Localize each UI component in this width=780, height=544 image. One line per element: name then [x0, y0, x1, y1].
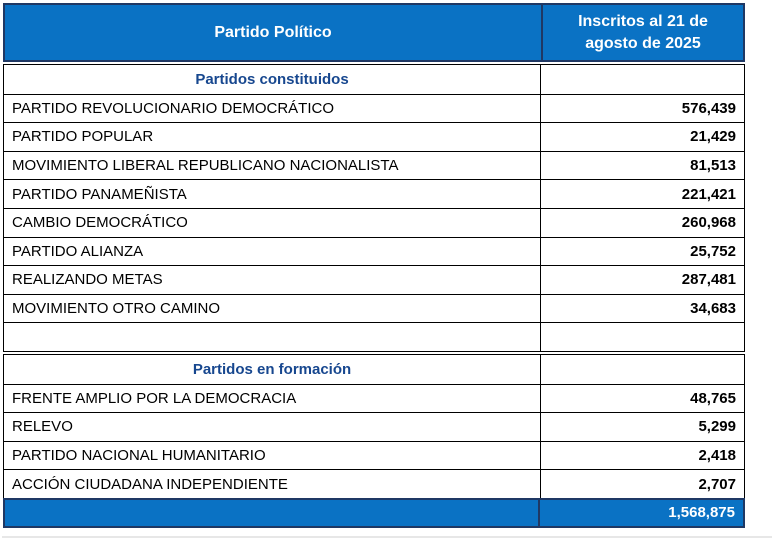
party-row	[4, 94, 744, 123]
party-name-cell: PARTIDO ALIANZA	[12, 242, 144, 260]
party-row	[4, 294, 744, 323]
party-name-cell: RELEVO	[12, 418, 73, 436]
section-title: Partidos constituidos	[195, 70, 349, 88]
party-value-cell: 81,513	[540, 152, 744, 180]
party-row	[4, 441, 744, 470]
header-col-partido	[5, 5, 541, 60]
bottom-divider-line	[2, 536, 772, 538]
party-name-cell: MOVIMIENTO OTRO CAMINO	[12, 300, 221, 318]
party-name-cell: REALIZANDO METAS	[12, 271, 163, 289]
party-name-cell: PARTIDO PANAMEÑISTA	[12, 185, 187, 203]
party-row	[4, 151, 744, 180]
party-value-cell: 576,439	[540, 95, 744, 123]
spacer-cell	[4, 323, 540, 351]
header-col-partido-label: Partido Político	[214, 23, 332, 41]
section-row	[4, 65, 744, 94]
party-name-cell: PARTIDO REVOLUCIONARIO DEMOCRÁTICO	[12, 99, 334, 117]
party-row	[4, 179, 744, 208]
section-empty-cell	[540, 65, 744, 94]
total-value-cell: 1,568,875	[668, 504, 735, 522]
party-row	[4, 122, 744, 151]
table-header-row	[3, 3, 745, 62]
party-value-cell: 21,429	[540, 123, 744, 151]
spacer-cell	[540, 323, 744, 351]
party-row	[4, 265, 744, 294]
party-name-cell: FRENTE AMPLIO POR LA DEMOCRACIA	[12, 389, 297, 407]
parties-table	[3, 3, 745, 528]
party-row	[4, 208, 744, 237]
party-value-cell: 2,707	[540, 470, 744, 498]
party-value-cell: 5,299	[540, 413, 744, 441]
party-value-cell: 260,968	[540, 209, 744, 237]
party-name-cell: PARTIDO POPULAR	[12, 128, 154, 146]
party-name-cell: CAMBIO DEMOCRÁTICO	[12, 214, 188, 232]
party-value-cell: 34,683	[540, 295, 744, 323]
party-value-cell: 48,765	[540, 385, 744, 413]
party-name-cell: MOVIMIENTO LIBERAL REPUBLICANO NACIONALISTA	[12, 157, 399, 175]
section-block-formacion	[3, 354, 745, 499]
section-empty-cell	[540, 355, 744, 384]
party-row	[4, 384, 744, 413]
header-col-inscritos-label: Inscritos al 21 de agosto de 2025	[578, 12, 708, 52]
total-row	[3, 498, 745, 528]
party-row	[4, 237, 744, 266]
party-value-cell: 287,481	[540, 266, 744, 294]
party-name-cell: PARTIDO NACIONAL HUMANITARIO	[12, 447, 266, 465]
section-row	[4, 355, 744, 384]
section-title: Partidos en formación	[192, 360, 352, 378]
party-value-cell: 221,421	[540, 180, 744, 208]
party-name-cell: ACCIÓN CIUDADANA INDEPENDIENTE	[12, 475, 288, 493]
section-block-constituidos	[3, 64, 745, 352]
header-col-inscritos	[541, 5, 743, 60]
party-value-cell: 2,418	[540, 442, 744, 470]
party-row	[4, 412, 744, 441]
spacer-row	[4, 322, 744, 351]
total-empty-cell	[5, 500, 540, 526]
party-value-cell: 25,752	[540, 238, 744, 266]
party-row	[4, 469, 744, 498]
